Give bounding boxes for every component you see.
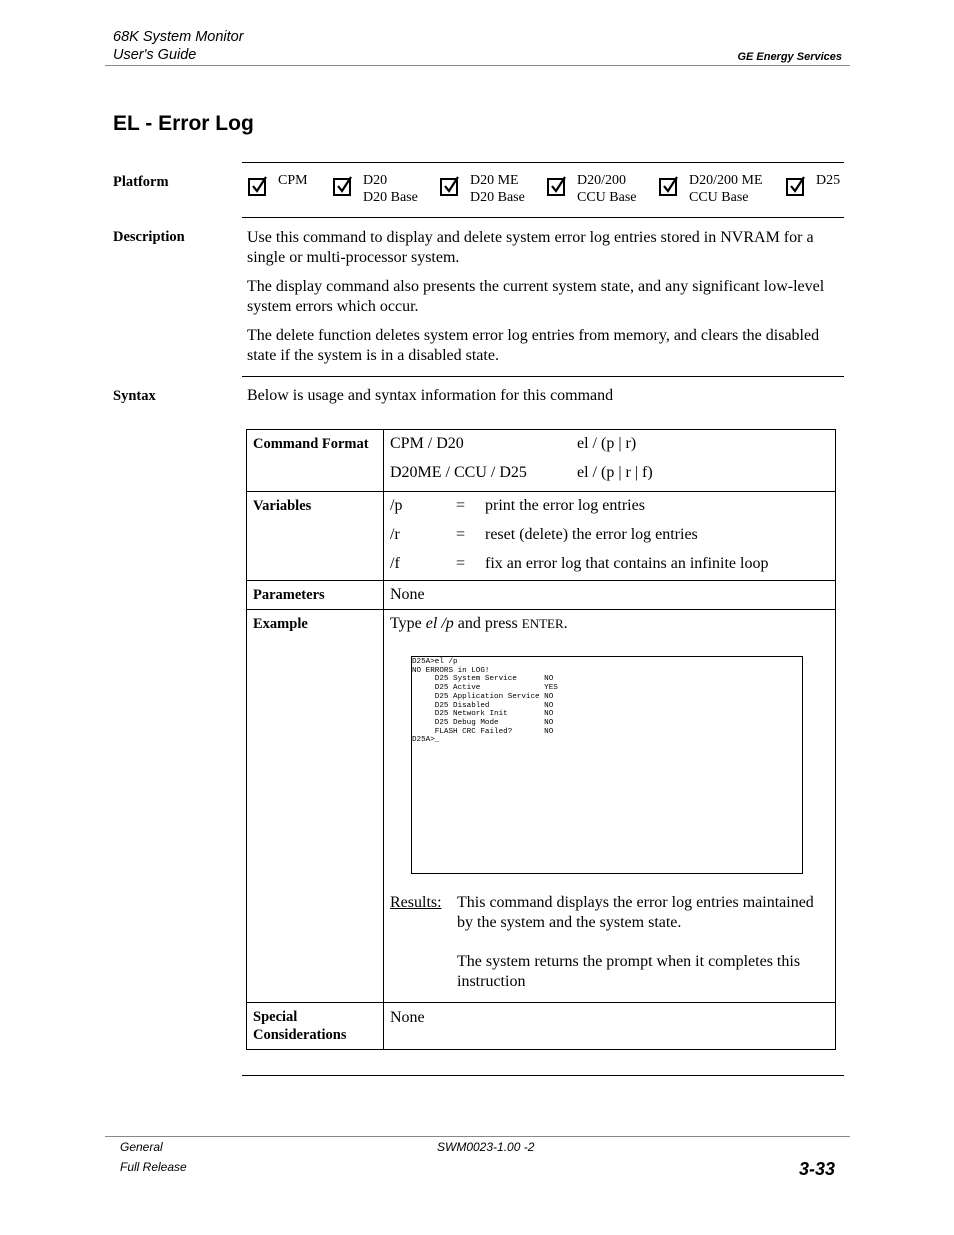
example-key: ENTER xyxy=(521,616,564,631)
terminal-line: NO ERRORS in LOG! xyxy=(412,666,490,675)
variable-desc: print the error log entries xyxy=(485,497,645,514)
variable-name: /r xyxy=(390,526,400,543)
description-paragraph: Use this command to display and delete system error log entries stored in NVRAM for a single or multi-processor system. xyxy=(247,229,814,266)
platform-bottom-rule xyxy=(242,217,844,218)
command-format-platform: CPM / D20 xyxy=(390,435,464,452)
terminal-line: D25 Network Init NO xyxy=(412,710,554,719)
command-format-label: Command Format xyxy=(247,430,384,492)
platform-d20-line2: D20 Base xyxy=(363,190,418,205)
terminal-line: D25 Active YES xyxy=(412,684,558,693)
command-format-value xyxy=(384,430,836,492)
platform-d20-200me-line2: CCU Base xyxy=(689,190,749,205)
header-title-line2: User's Guide xyxy=(113,47,197,63)
example-intro xyxy=(390,614,829,634)
platform-d20-200me xyxy=(659,172,763,206)
page-number: 3-33 xyxy=(798,1159,835,1179)
footer-left-line1: General xyxy=(120,1140,163,1154)
platform-label: Platform xyxy=(113,174,169,190)
header-title-line1: 68K System Monitor xyxy=(113,29,244,45)
special-label xyxy=(247,1003,384,1050)
platform-d20-line1: D20 xyxy=(363,173,388,188)
example-command: el /p xyxy=(425,615,454,632)
terminal-line: D25 Debug Mode NO xyxy=(412,718,554,727)
variable-eq: = xyxy=(456,555,466,572)
footer-rule xyxy=(105,1136,850,1137)
checkbox-checked-icon xyxy=(333,178,351,196)
example-value xyxy=(384,610,836,1003)
command-format-platform: D20ME / CCU / D25 xyxy=(390,464,527,481)
platform-cpm-line1: CPM xyxy=(278,173,308,188)
header-company: GE Energy Services xyxy=(737,51,842,63)
platform-top-rule xyxy=(242,162,844,163)
platform-d20-200-line1: D20/200 xyxy=(577,173,626,188)
table-row-variables xyxy=(247,492,836,581)
parameters-label: Parameters xyxy=(247,581,384,610)
example-intro-text: . xyxy=(563,615,568,632)
platform-d20me-line2: D20 Base xyxy=(470,190,525,205)
variable-desc: reset (delete) the error log entries xyxy=(485,526,698,543)
variables-label: Variables xyxy=(247,492,384,581)
description-bottom-rule xyxy=(242,376,844,377)
header-rule xyxy=(105,65,850,66)
results-paragraph: The system returns the prompt when it completes this instruction xyxy=(457,953,801,990)
platform-d25-line1: D25 xyxy=(816,173,841,188)
variable-row xyxy=(390,525,829,545)
table-row-parameters xyxy=(247,581,836,610)
platform-d25 xyxy=(786,172,840,196)
footer-left-line2: Full Release xyxy=(120,1160,187,1174)
terminal-screenshot xyxy=(411,656,803,874)
description-label: Description xyxy=(113,229,185,245)
table-row-command-format xyxy=(247,430,836,492)
platform-d20-200-line2: CCU Base xyxy=(577,190,637,205)
platform-d20-200me-line1: D20/200 ME xyxy=(689,173,763,188)
table-row-example xyxy=(247,610,836,1003)
checkbox-checked-icon xyxy=(786,178,804,196)
syntax-text: Below is usage and syntax information for this command xyxy=(247,387,614,404)
platform-d20-200 xyxy=(547,172,637,206)
section-end-rule xyxy=(242,1075,844,1076)
footer-doc-number: SWM0023-1.00 -2 xyxy=(437,1140,535,1154)
checkbox-checked-icon xyxy=(248,178,266,196)
platform-d20me-line1: D20 ME xyxy=(470,173,519,188)
variable-row xyxy=(390,554,829,574)
checkbox-checked-icon xyxy=(547,178,565,196)
variable-name: /p xyxy=(390,497,403,514)
results-label: Results: xyxy=(390,894,442,911)
special-label-line1: Special xyxy=(253,1009,298,1025)
example-intro-text: Type xyxy=(390,615,426,632)
parameters-value: None xyxy=(384,581,836,610)
syntax-label: Syntax xyxy=(113,388,156,404)
variable-eq: = xyxy=(456,526,466,543)
terminal-line: FLASH CRC Failed? NO xyxy=(412,727,554,736)
command-format-syntax: el / (p | r | f) xyxy=(577,464,653,481)
terminal-line: D25A>el /p xyxy=(412,658,458,666)
terminal-line: D25A>_ xyxy=(412,736,440,745)
description-paragraph: The display command also presents the current system state, and any significant low-level system errors which occur. xyxy=(247,278,825,315)
example-intro-text: and press xyxy=(453,615,522,632)
header-title xyxy=(113,28,244,64)
terminal-line: D25 System Service NO xyxy=(412,675,554,684)
results-paragraph: This command displays the error log entries maintained by the system and the system state. xyxy=(457,894,814,931)
command-format-row xyxy=(390,463,829,483)
variables-value xyxy=(384,492,836,581)
checkbox-checked-icon xyxy=(659,178,677,196)
section-title: EL - Error Log xyxy=(113,112,254,135)
platform-d20 xyxy=(333,172,418,206)
checkbox-checked-icon xyxy=(440,178,458,196)
terminal-line: D25 Disabled NO xyxy=(412,701,554,710)
table-row-special xyxy=(247,1003,836,1050)
special-label-line2: Considerations xyxy=(253,1027,347,1043)
description-paragraph: The delete function deletes system error log entries from memory, and clears the disabled state if the system is in a disabled state. xyxy=(247,327,820,364)
platform-cpm xyxy=(248,172,308,196)
variable-row xyxy=(390,496,829,516)
example-results xyxy=(390,893,829,992)
command-table xyxy=(246,429,836,1050)
variable-desc: fix an error log that contains an infinite loop xyxy=(485,555,769,572)
platform-d20me xyxy=(440,172,525,206)
example-label: Example xyxy=(247,610,384,1003)
description-body xyxy=(247,228,837,375)
command-format-row xyxy=(390,434,829,454)
special-value: None xyxy=(384,1003,836,1050)
command-format-syntax: el / (p | r) xyxy=(577,435,637,452)
variable-eq: = xyxy=(456,497,466,514)
variable-name: /f xyxy=(390,555,400,572)
terminal-line: D25 Application Service NO xyxy=(412,692,554,701)
